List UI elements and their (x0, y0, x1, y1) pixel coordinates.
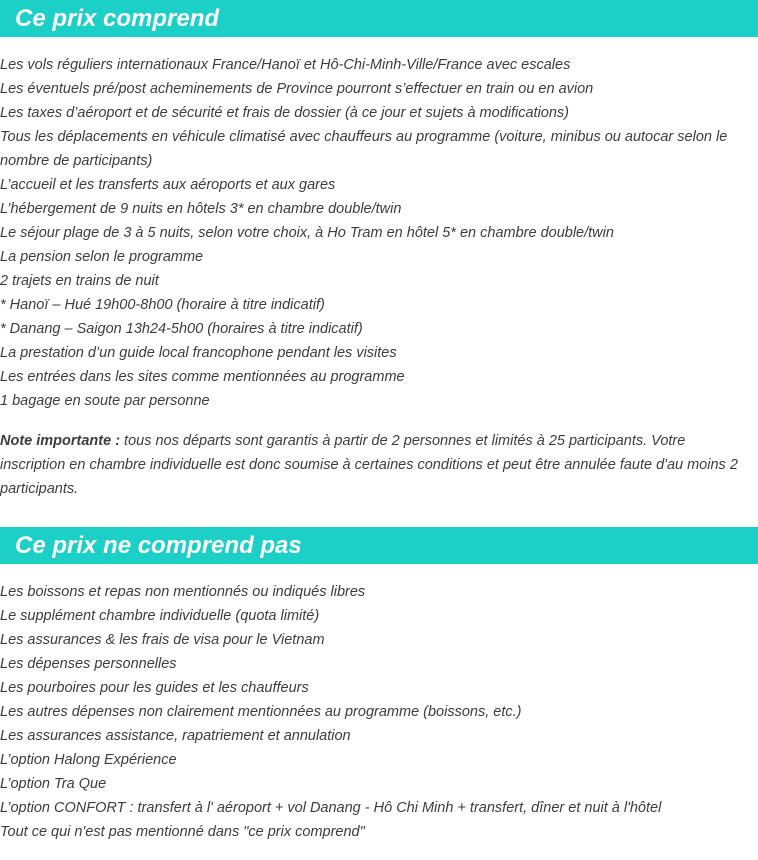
list-item: 1 bagage en soute par personne (0, 393, 210, 409)
list-item: Les autres dépenses non clairement mentionnées au programme (boissons, etc.) (0, 704, 522, 720)
important-note (0, 429, 752, 501)
excluded-section-title: Ce prix ne comprend pas (15, 532, 302, 559)
list-item: Les vols réguliers internationaux France/Hanoï et Hô-Chi-Minh-Ville/France avec escales (0, 57, 571, 73)
list-item: Les dépenses personnelles (0, 656, 177, 672)
list-item: Les boissons et repas non mentionnés ou indiqués libres (0, 584, 366, 600)
list-item: Le supplément chambre individuelle (quota limité) (0, 608, 320, 624)
included-list (0, 53, 752, 413)
list-item: Les pourboires pour les guides et les chauffeurs (0, 680, 309, 696)
list-item: Les assurances & les frais de visa pour le Vietnam (0, 632, 325, 648)
included-section-title: Ce prix comprend (15, 5, 220, 32)
excluded-section-header (0, 527, 758, 564)
list-item: L’accueil et les transferts aux aéroports et aux gares (0, 177, 336, 193)
list-item: Tous les déplacements en véhicule climatisé avec chauffeurs au programme (voiture, minibus ou autocar selon le nombre de participants) (0, 129, 728, 169)
list-item: Les éventuels pré/post acheminements de Province pourront s’effectuer en train ou en avion (0, 81, 594, 97)
list-item: La prestation d’un guide local francophone pendant les visites (0, 345, 397, 361)
excluded-list (0, 580, 752, 844)
list-item: L’hébergement de 9 nuits en hôtels 3* en chambre double/twin (0, 201, 402, 217)
list-item: Les entrées dans les sites comme mentionnées au programme (0, 369, 405, 385)
list-item: Tout ce qui n'est pas mentionné dans "ce prix comprend" (0, 824, 365, 840)
included-section-header (0, 0, 758, 37)
list-item: L’option Halong Expérience (0, 752, 177, 768)
important-note-label: Note importante : (0, 433, 121, 449)
important-note-text: tous nos départs sont garantis à partir de 2 personnes et limités à 25 participants. Votre inscription en chambre individuelle est donc soumise à certaines conditions et peut être annulée faute d'au moins 2 participants. (0, 433, 738, 497)
list-item: * Hanoï – Hué 19h00-8h00 (horaire à titre indicatif) (0, 297, 325, 313)
list-item: 2 trajets en trains de nuit (0, 273, 159, 289)
list-item: Les assurances assistance, rapatriement et annulation (0, 728, 351, 744)
list-item: La pension selon le programme (0, 249, 204, 265)
list-item: L’option Tra Que (0, 776, 107, 792)
list-item: Les taxes d’aéroport et de sécurité et frais de dossier (à ce jour et sujets à modifications) (0, 105, 570, 121)
list-item: Le séjour plage de 3 à 5 nuits, selon votre choix, à Ho Tram en hôtel 5* en chambre double/twin (0, 225, 614, 241)
list-item: * Danang – Saigon 13h24-5h00 (horaires à titre indicatif) (0, 321, 363, 337)
list-item: L’option CONFORT : transfert à l' aéroport + vol Danang - Hô Chi Minh + transfert, dîner et nuit à l'hôtel (0, 800, 662, 816)
